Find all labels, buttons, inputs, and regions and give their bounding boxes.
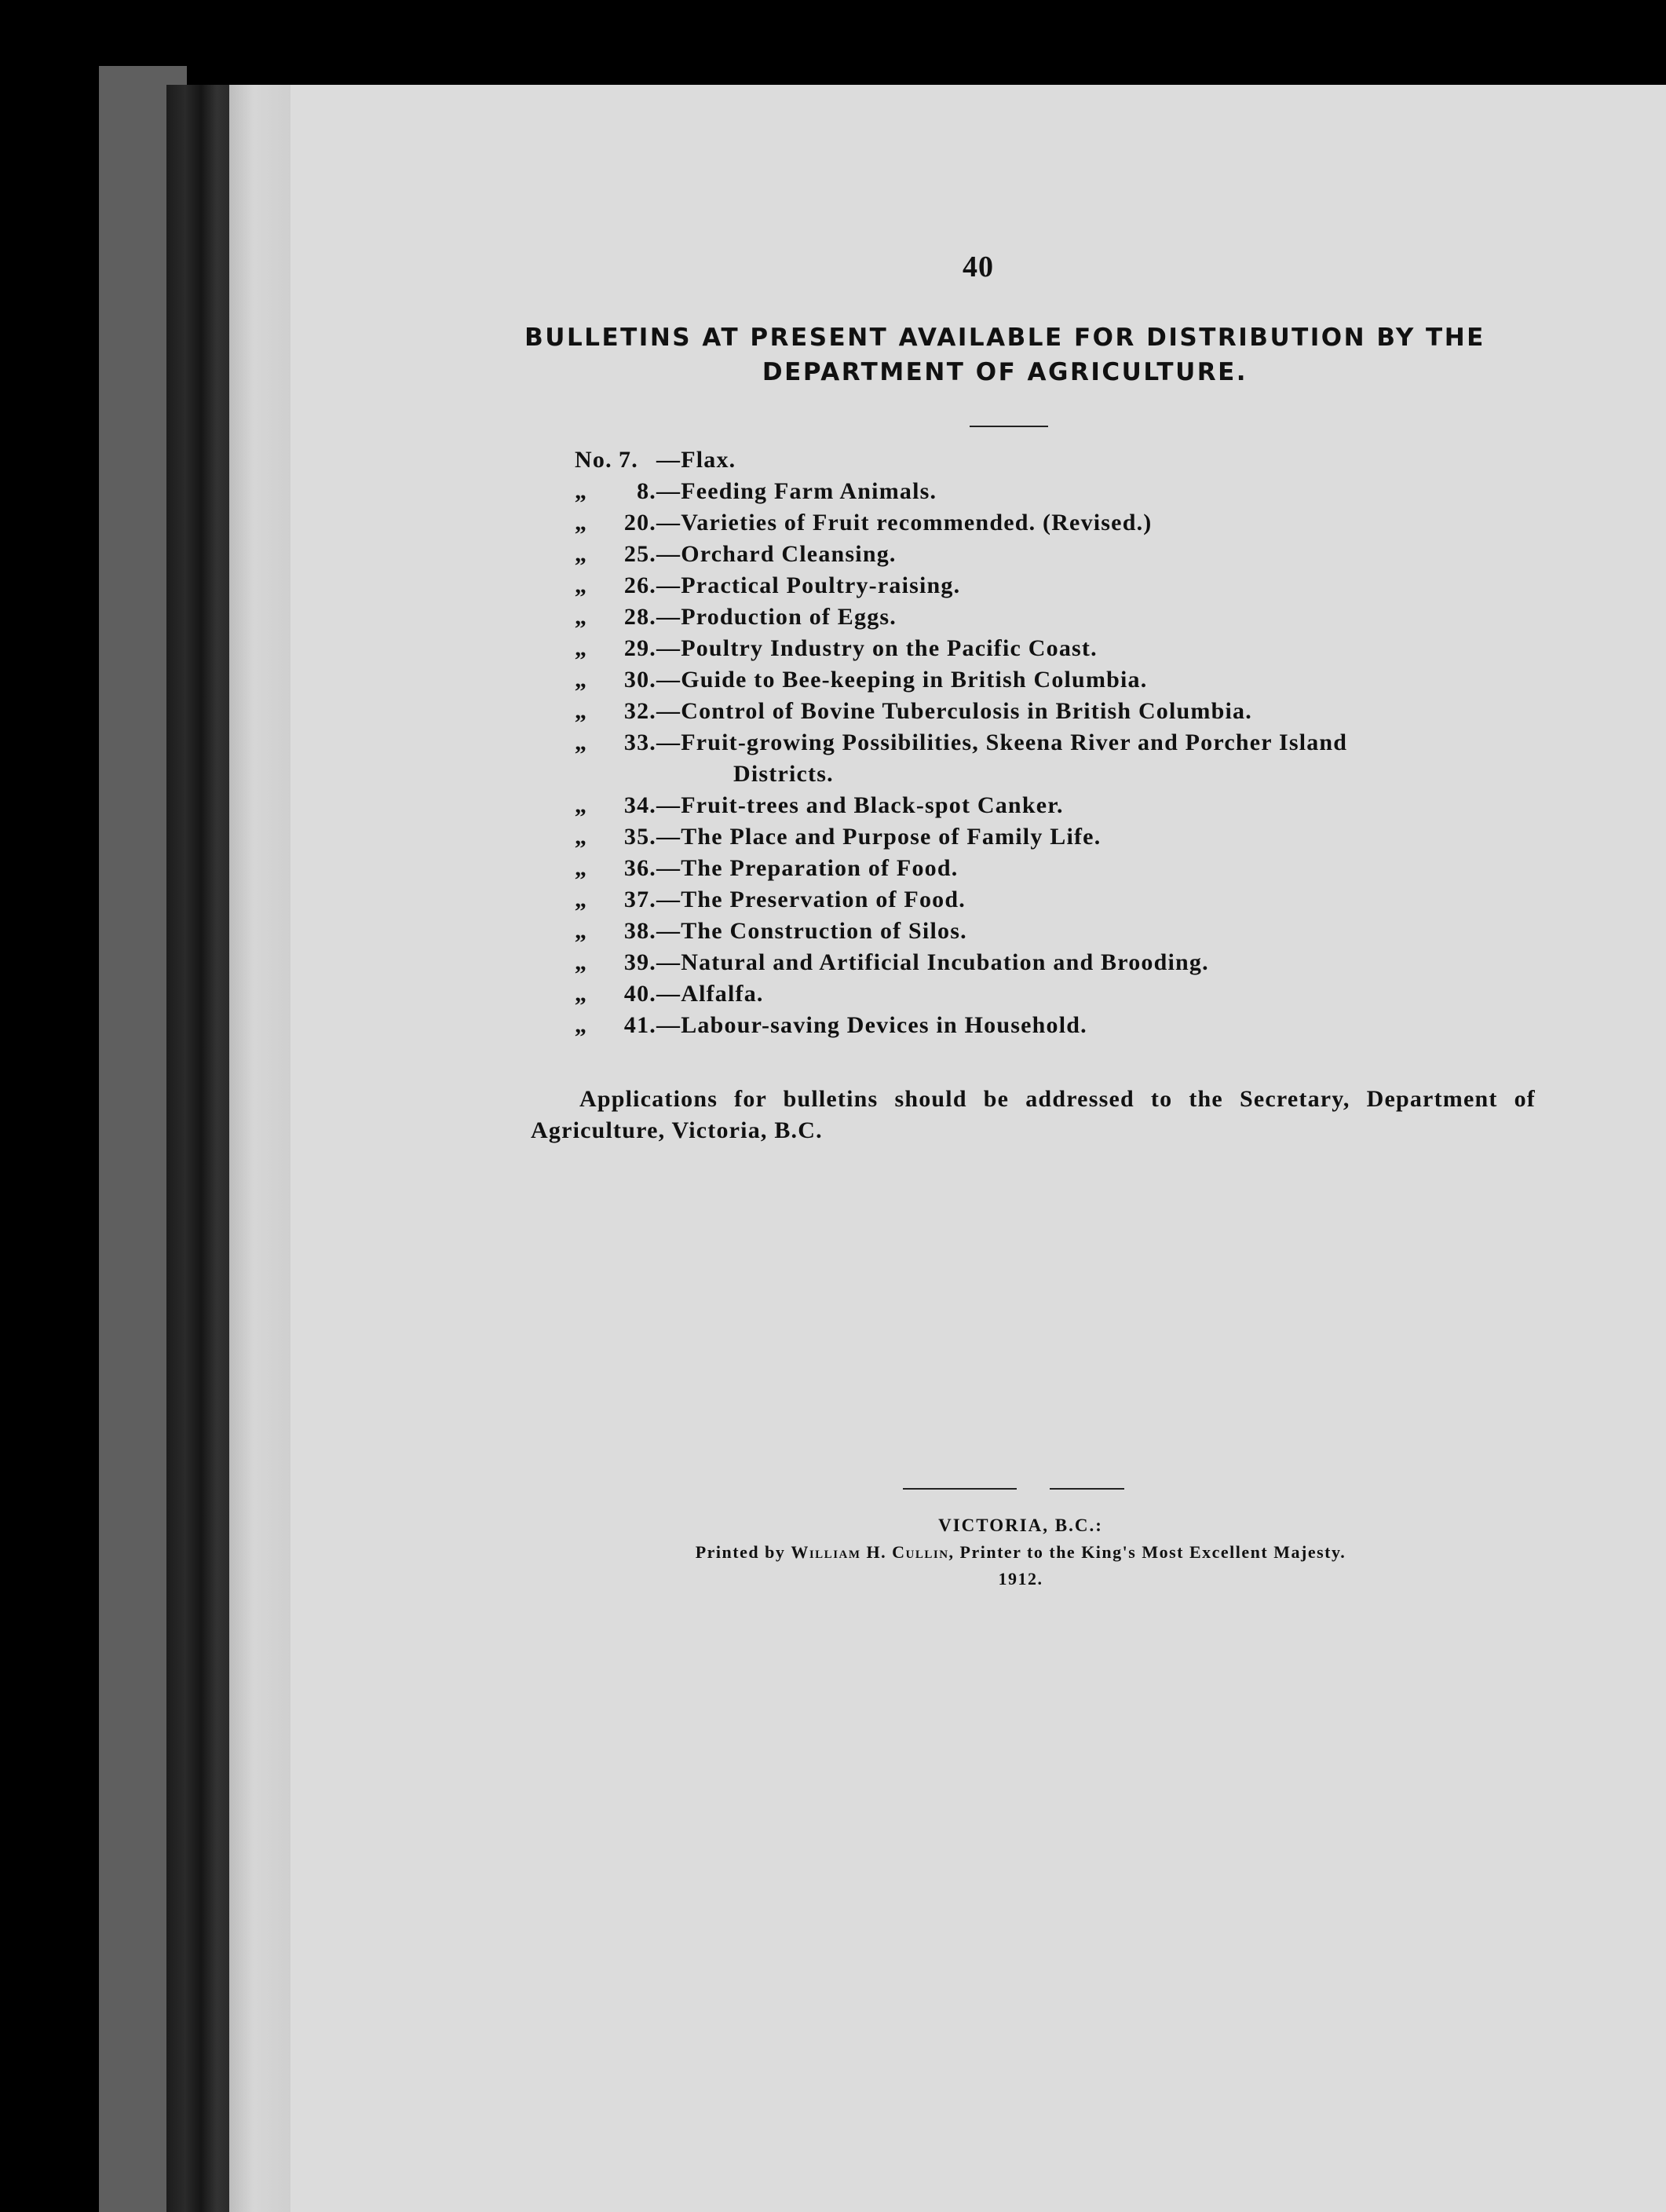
- bulletin-list: [575, 444, 1666, 1041]
- bulletin-prefix: „: [575, 887, 588, 912]
- document-page: [290, 85, 1666, 2212]
- bulletin-item: [575, 633, 1666, 664]
- bulletin-item: [575, 601, 1666, 633]
- bulletin-title: —Feeding Farm Animals.: [656, 478, 937, 504]
- book-spine: [166, 85, 229, 2212]
- bulletin-prefix: „: [575, 981, 588, 1007]
- bulletin-prefix: „: [575, 635, 588, 661]
- bulletin-number: 8.: [637, 478, 656, 504]
- bulletin-prefix: „: [575, 667, 588, 693]
- bulletin-item: [575, 696, 1666, 727]
- bulletin-prefix: „: [575, 918, 588, 944]
- bulletin-item: [575, 476, 1666, 507]
- bulletin-number: 35.: [623, 824, 656, 850]
- bulletin-number: 30.: [623, 667, 656, 693]
- heading-divider: [970, 426, 1048, 427]
- bulletin-item: [575, 853, 1666, 884]
- bulletin-prefix: „: [575, 541, 588, 567]
- bulletin-title: —Practical Poultry-raising.: [656, 572, 961, 598]
- bulletin-title: —Guide to Bee-keeping in British Columbia.: [656, 667, 1148, 693]
- bulletin-number: 29.: [623, 635, 656, 661]
- bulletin-prefix: „: [575, 604, 588, 630]
- bulletin-prefix: „: [575, 824, 588, 850]
- bulletin-item: [575, 884, 1666, 916]
- imprint-printed-by: Printed by: [695, 1542, 786, 1562]
- printer-imprint: [510, 1512, 1531, 1592]
- page-heading: [487, 320, 1523, 389]
- bulletin-number: 38.: [623, 918, 656, 944]
- bulletin-title: —The Construction of Silos.: [656, 918, 967, 944]
- bulletin-title: —Orchard Cleansing.: [656, 541, 897, 567]
- bulletin-number: 36.: [623, 855, 656, 881]
- bulletin-title: —Control of Bovine Tuberculosis in British Columbia.: [656, 698, 1252, 724]
- bulletin-number: 34.: [623, 792, 656, 818]
- bulletin-item: [575, 727, 1666, 790]
- bulletin-title: —Varieties of Fruit recommended. (Revised.): [656, 510, 1153, 536]
- imprint-printer-name: William H. Cullin: [791, 1542, 949, 1562]
- bulletin-item: [575, 790, 1666, 821]
- bulletin-item: [575, 664, 1666, 696]
- bulletin-prefix: „: [575, 949, 588, 975]
- bulletin-prefix: „: [575, 698, 588, 724]
- bulletin-title: —The Preservation of Food.: [656, 887, 966, 912]
- bulletin-number: 7.: [619, 447, 638, 473]
- bulletin-title: —Labour-saving Devices in Household.: [656, 1012, 1087, 1038]
- divider-segment: [903, 1488, 1017, 1490]
- bulletin-title: —Alfalfa.: [656, 981, 764, 1007]
- bulletin-number: 33.: [623, 729, 656, 755]
- bulletin-title: —Poultry Industry on the Pacific Coast.: [656, 635, 1098, 661]
- bulletin-prefix: No.: [575, 447, 612, 473]
- bulletin-prefix: „: [575, 510, 588, 536]
- bulletin-title: —Fruit-growing Possibilities, Skeena River and Porcher Island: [656, 729, 1348, 755]
- bulletin-title: —The Place and Purpose of Family Life.: [656, 824, 1102, 850]
- bulletin-prefix: „: [575, 572, 588, 598]
- bulletin-number: 32.: [623, 698, 656, 724]
- bulletin-item: [575, 539, 1666, 570]
- imprint-printer-line: [510, 1539, 1531, 1566]
- bulletin-prefix: „: [575, 1012, 588, 1038]
- bulletin-title-continuation: Districts.: [733, 761, 834, 787]
- bulletin-prefix: „: [575, 478, 588, 504]
- imprint-year: 1912.: [998, 1569, 1043, 1589]
- applications-note: Applications for bulletins should be addressed to the Secretary, Department of Agriculture, Victoria, B.C.: [531, 1086, 1536, 1143]
- bulletin-item: [575, 821, 1666, 853]
- bulletin-number: 28.: [623, 604, 656, 630]
- heading-line: BULLETINS AT PRESENT AVAILABLE FOR DISTRIBUTION BY THE: [524, 324, 1485, 352]
- bulletin-title: —Flax.: [656, 447, 736, 473]
- bulletin-prefix: „: [575, 729, 588, 755]
- bulletin-number: 26.: [623, 572, 656, 598]
- imprint-printer-title: , Printer to the King's Most Excellent Majesty.: [948, 1542, 1346, 1562]
- bulletin-number: 39.: [623, 949, 656, 975]
- bulletin-item: [575, 978, 1666, 1010]
- bulletin-item: [575, 916, 1666, 947]
- bulletin-title: —Natural and Artificial Incubation and Brooding.: [656, 949, 1209, 975]
- heading-line: DEPARTMENT OF AGRICULTURE.: [762, 358, 1248, 386]
- page-edge: [229, 85, 290, 2212]
- divider-segment: [1050, 1488, 1124, 1490]
- bulletin-number: 41.: [623, 1012, 656, 1038]
- bulletin-number: 25.: [623, 541, 656, 567]
- bulletin-number: 20.: [623, 510, 656, 536]
- bulletin-item: [575, 1010, 1666, 1041]
- bulletin-prefix: „: [575, 792, 588, 818]
- bulletin-item: [575, 444, 1666, 476]
- colophon-divider: [903, 1488, 1138, 1491]
- imprint-place: VICTORIA, B.C.:: [938, 1515, 1103, 1535]
- bulletin-title: —The Preparation of Food.: [656, 855, 959, 881]
- bulletin-item: [575, 947, 1666, 978]
- bulletin-item: [575, 570, 1666, 601]
- bulletin-number: 37.: [623, 887, 656, 912]
- bulletin-title: —Fruit-trees and Black-spot Canker.: [656, 792, 1064, 818]
- bulletin-title: —Production of Eggs.: [656, 604, 897, 630]
- page-number: 40: [963, 250, 994, 283]
- bulletin-item: [575, 507, 1666, 539]
- bulletin-number: 40.: [623, 981, 656, 1007]
- bulletin-prefix: „: [575, 855, 588, 881]
